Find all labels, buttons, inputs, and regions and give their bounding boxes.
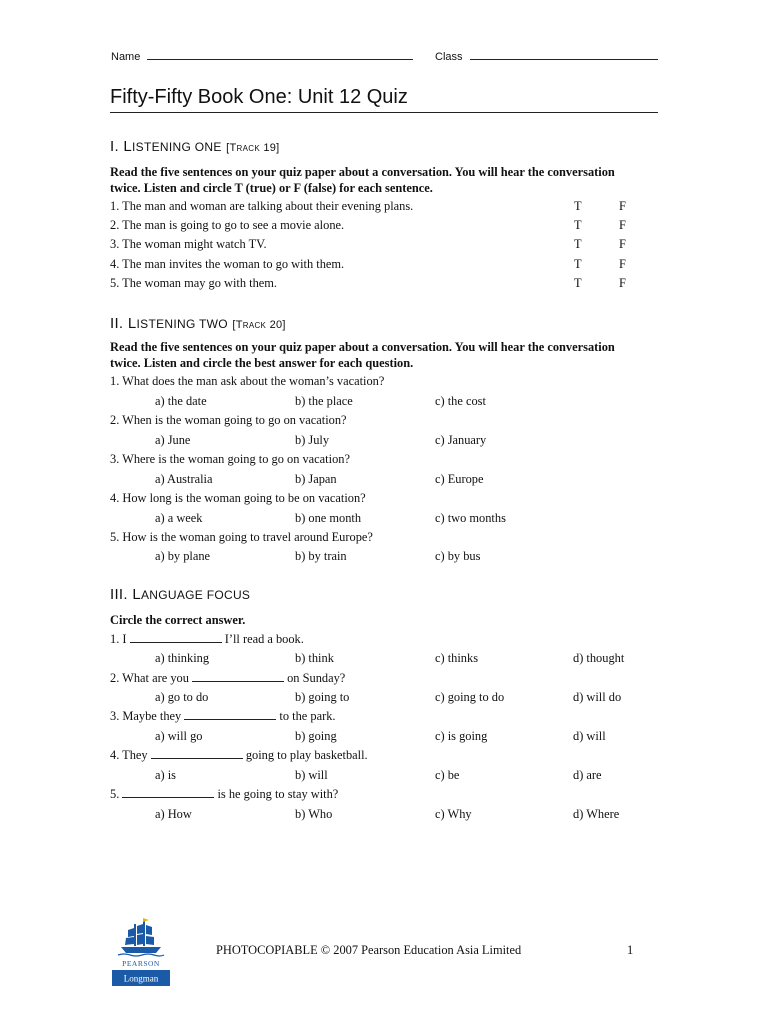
false-option[interactable]: F: [619, 276, 626, 290]
tf-statement: 4. The man invites the woman to go with them.: [110, 257, 345, 271]
listening-options-5: [155, 549, 655, 567]
answer-option[interactable]: a) How: [155, 807, 192, 821]
tf-item-5: [110, 276, 640, 294]
section-1-numeral: I. L: [110, 138, 133, 155]
answer-blank: [192, 671, 284, 682]
listening-options-2: [155, 433, 655, 451]
track-word: RACK: [236, 144, 260, 153]
listening-options-4: [155, 511, 655, 529]
section-2-instructions: Read the five sentences on your quiz paper about a conversation. You will hear the conversation twice. Listen and circle the best answer for each question.: [110, 340, 615, 370]
true-option[interactable]: T: [574, 237, 582, 251]
listening-question-5: 5. How is the woman going to travel around Europe?: [110, 530, 373, 544]
answer-option[interactable]: c) going to do: [435, 690, 505, 704]
section-3-numeral: III. L: [110, 586, 141, 603]
answer-option[interactable]: c) two months: [435, 511, 506, 525]
listening-question-2: 2. When is the woman going to go on vacation?: [110, 413, 347, 427]
listening-options-3: [155, 472, 655, 490]
answer-option[interactable]: a) the date: [155, 394, 207, 408]
answer-blank: [151, 748, 243, 759]
class-line: [470, 48, 658, 60]
language-options-4: [155, 768, 655, 786]
section-3-instructions: Circle the correct answer.: [110, 613, 246, 627]
answer-option[interactable]: b) will: [295, 768, 328, 782]
tf-statement: 5. The woman may go with them.: [110, 276, 278, 290]
false-option[interactable]: F: [619, 218, 626, 232]
page-title: Fifty-Fifty Book One: Unit 12 Quiz: [110, 86, 658, 113]
answer-option[interactable]: a) will go: [155, 729, 203, 743]
question-text: to the park.: [276, 709, 336, 723]
question-text: going to play basketball.: [242, 748, 368, 762]
track-number: 20]: [269, 319, 286, 331]
answer-option[interactable]: d) are: [573, 768, 602, 782]
language-options-2: [155, 690, 655, 708]
section-3-heading: [110, 586, 250, 603]
tf-item-2: [110, 218, 640, 236]
answer-option[interactable]: b) July: [295, 433, 330, 447]
answer-option[interactable]: b) one month: [295, 511, 362, 525]
pearson-wordmark: PEARSON: [122, 959, 160, 968]
listening-options-1: [155, 394, 655, 412]
name-field: [111, 48, 413, 63]
question-text: on Sunday?: [284, 671, 346, 685]
question-text: 4. They: [110, 748, 151, 762]
section-1-instructions: Read the five sentences on your quiz paper about a conversation. You will hear the conversation twice. Listen and circle T (true) or F (false) for each sentence.: [110, 165, 615, 195]
answer-option[interactable]: a) June: [155, 433, 191, 447]
class-label: Class: [435, 51, 463, 63]
answer-blank: [184, 709, 276, 720]
section-2-track: [232, 319, 285, 331]
answer-blank: [122, 787, 214, 798]
answer-option[interactable]: a) thinking: [155, 651, 210, 665]
question-text: 1. I: [110, 632, 130, 646]
listening-question-1: 1. What does the man ask about the woman’s vacation?: [110, 374, 385, 388]
answer-option[interactable]: b) Who: [295, 807, 333, 821]
true-option[interactable]: T: [574, 257, 582, 271]
tf-item-1: [110, 199, 640, 217]
track-open: [T: [226, 142, 237, 154]
listening-question-3: 3. Where is the woman going to go on vacation?: [110, 452, 350, 466]
tf-item-4: [110, 257, 640, 275]
answer-option[interactable]: d) Where: [573, 807, 620, 821]
language-options-3: [155, 729, 655, 747]
answer-option[interactable]: c) Europe: [435, 472, 484, 486]
page-number: 1: [627, 943, 634, 957]
answer-option[interactable]: c) be: [435, 768, 460, 782]
answer-option[interactable]: a) Australia: [155, 472, 213, 486]
language-question-1: [110, 632, 304, 647]
answer-option[interactable]: b) the place: [295, 394, 353, 408]
tf-item-3: [110, 237, 640, 255]
listening-question-4: 4. How long is the woman going to be on vacation?: [110, 491, 366, 505]
copyright-footer: PHOTOCOPIABLE © 2007 Pearson Education Asia Limited: [216, 943, 522, 957]
section-2-heading: [110, 315, 286, 332]
answer-option[interactable]: d) will: [573, 729, 606, 743]
question-text: is he going to stay with?: [214, 787, 339, 801]
longman-wordmark: Longman: [123, 973, 159, 984]
language-options-1: [155, 651, 655, 669]
section-1-title: ISTENING ONE: [132, 140, 222, 154]
answer-blank: [130, 632, 222, 643]
false-option[interactable]: F: [619, 257, 626, 271]
answer-option[interactable]: d) will do: [573, 690, 622, 704]
section-3-title: ANGUAGE FOCUS: [140, 588, 251, 602]
section-2-numeral: II. L: [110, 315, 137, 332]
answer-option[interactable]: c) Why: [435, 807, 472, 821]
language-question-2: [110, 671, 345, 686]
tf-statement: 1. The man and woman are talking about their evening plans.: [110, 199, 414, 213]
true-option[interactable]: T: [574, 218, 582, 232]
class-field: [435, 48, 658, 63]
track-open: [T: [232, 319, 243, 331]
question-text: 5.: [110, 787, 123, 801]
answer-option[interactable]: b) by train: [295, 549, 347, 563]
answer-option[interactable]: c) is going: [435, 729, 488, 743]
false-option[interactable]: F: [619, 237, 626, 251]
pearson-longman-logo: [112, 918, 170, 986]
answer-option[interactable]: c) January: [435, 433, 487, 447]
answer-option[interactable]: a) go to do: [155, 690, 209, 704]
question-text: I’ll read a book.: [221, 632, 304, 646]
answer-option[interactable]: b) going to: [295, 690, 350, 704]
student-info-row: [111, 48, 659, 64]
false-option[interactable]: F: [619, 199, 626, 213]
tf-statement: 2. The man is going to go to see a movie alone.: [110, 218, 345, 232]
answer-option[interactable]: a) is: [155, 768, 176, 782]
question-text: 3. Maybe they: [110, 709, 185, 723]
section-2-title: ISTENING TWO: [136, 317, 228, 331]
answer-option[interactable]: a) by plane: [155, 549, 211, 563]
tf-statement: 3. The woman might watch TV.: [110, 237, 267, 251]
language-question-5: [110, 787, 338, 802]
answer-option[interactable]: d) thought: [573, 651, 625, 665]
name-line: [147, 48, 413, 60]
answer-option[interactable]: c) thinks: [435, 651, 479, 665]
answer-option[interactable]: a) a week: [155, 511, 203, 525]
question-text: 2. What are you: [110, 671, 193, 685]
language-options-5: [155, 807, 655, 825]
answer-option[interactable]: c) by bus: [435, 549, 481, 563]
answer-option[interactable]: b) think: [295, 651, 334, 665]
language-question-3: [110, 709, 336, 724]
name-label: Name: [111, 51, 141, 63]
track-number: 19]: [263, 142, 280, 154]
track-word: RACK: [242, 321, 267, 330]
ship-icon: [118, 918, 164, 956]
section-1-heading: [110, 138, 280, 155]
answer-option[interactable]: b) Japan: [295, 472, 337, 486]
language-question-4: [110, 748, 368, 763]
true-option[interactable]: T: [574, 199, 582, 213]
answer-option[interactable]: b) going: [295, 729, 337, 743]
answer-option[interactable]: c) the cost: [435, 394, 486, 408]
true-option[interactable]: T: [574, 276, 582, 290]
section-1-track: [226, 142, 279, 154]
